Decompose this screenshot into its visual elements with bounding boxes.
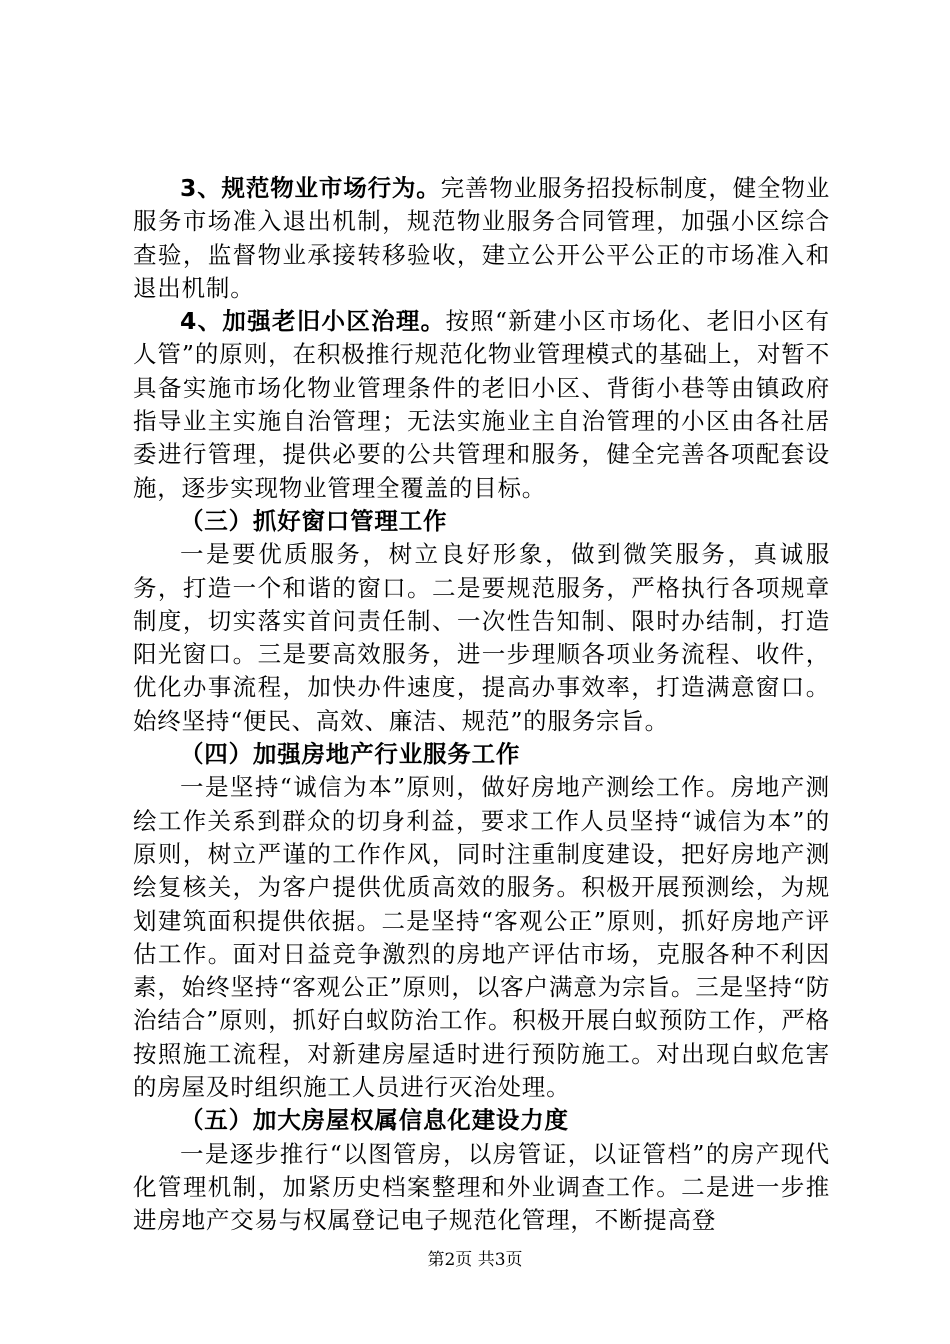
- section-heading: （三）抓好窗口管理工作: [180, 506, 448, 535]
- body-paragraph: [133, 538, 830, 738]
- paragraph-text: 一是要优质服务，树立良好形象，做到微笑服务，真诚服务，打造一个和谐的窗口。二是要规范服务，严格执行各项规章制度，切实落实首问责任制、一次性告知制、限时办结制，打造阳光窗口。三是要高效服务，进一步理顺各项业务流程、收件，优化办事流程，加快办件速度，提高办事效率，打造满意窗口。始终坚持“便民、高效、廉洁、规范”的服务宗旨。: [133, 540, 830, 735]
- section-heading: （五）加大房屋权属信息化建设力度: [180, 1106, 569, 1135]
- paragraph-text: 完善物业服务招投标制度，健全物业服务市场准入退出机制，规范物业服务合同管理，加强小区综合查验，监督物业承接转移验收，建立公开公平公正的市场准入和退出机制。: [133, 174, 830, 302]
- body-paragraph: [133, 305, 830, 505]
- paragraph-text: 一是坚持“诚信为本”原则，做好房地产测绘工作。房地产测绘工作关系到群众的切身利益，要求工作人员坚持“诚信为本”的原则，树立严谨的工作作风，同时注重制度建设，把好房地产测绘复核关，为客户提供优质高效的服务。积极开展预测绘，为规划建筑面积提供依据。二是坚持“客观公正”原则，抓好房地产评估工作。面对日益竞争激烈的房地产评估市场，克服各种不利因素，始终坚持“客观公正”原则，以客户满意为宗旨。三是坚持“防治结合”原则，抓好白蚁防治工作。积极开展白蚁预防工作，严格按照施工流程，对新建房屋适时进行预防施工。对出现白蚁危害的房屋及时组织施工人员进行灭治处理。: [133, 773, 830, 1102]
- document-body: [133, 172, 830, 1238]
- paragraph-lead: 3、规范物业市场行为。: [180, 174, 441, 202]
- paragraph-lead: 4、加强老旧小区治理。: [180, 307, 446, 336]
- body-paragraph: [133, 172, 830, 305]
- page-footer: 第2页 共3页: [427, 1250, 523, 1270]
- body-paragraph: [133, 1138, 830, 1238]
- paragraph-text: 按照“新建小区市场化、老旧小区有人管”的原则，在积极推行规范化物业管理模式的基础上，对暂不具备实施市场化物业管理条件的老旧小区、背街小巷等由镇政府指导业主实施自治管理；无法实施业主自治管理的小区由各社居委进行管理，提供必要的公共管理和服务，健全完善各项配套设施，逐步实现物业管理全覆盖的目标。: [133, 307, 830, 502]
- paragraph-text: 一是逐步推行“以图管房，以房管证，以证管档”的房产现代化管理机制，加紧历史档案整理和外业调查工作。二是进一步推进房地产交易与权属登记电子规范化管理，不断提高登: [133, 1139, 830, 1235]
- body-paragraph: [133, 771, 830, 1104]
- section-heading: （四）加强房地产行业服务工作: [180, 740, 521, 769]
